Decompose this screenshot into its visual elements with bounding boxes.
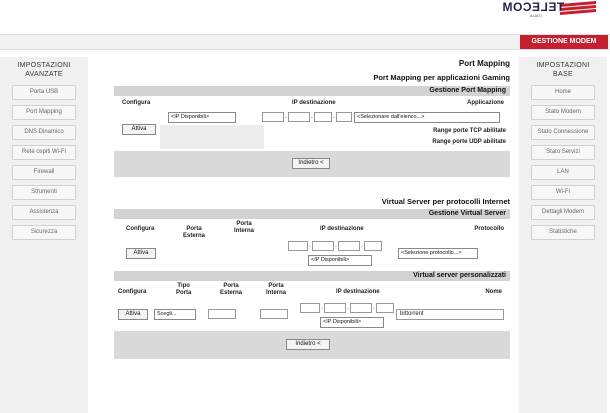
activate-button-virtual-server[interactable]: Attiva <box>126 248 156 259</box>
activate-button-port-mapping[interactable]: Attiva <box>122 124 156 135</box>
custom-ip-octet-4[interactable] <box>376 303 394 313</box>
vs-ip-available-select[interactable]: <IP Disponibili> <box>308 255 372 266</box>
column-header-external-port: Porta Esterna <box>183 226 206 239</box>
back-button-custom[interactable]: Indietro < <box>286 339 330 350</box>
sidebar-item-firewall[interactable]: Firewall <box>12 165 76 180</box>
sidebar-item-statistiche[interactable]: Statistiche <box>531 225 595 240</box>
sidebar-item-stato-servizi[interactable]: Stato Servizi <box>531 145 595 160</box>
column-header-ip-vs: IP destinazione <box>320 226 364 232</box>
sidebar-item-wifi[interactable]: Wi-Fi <box>531 185 595 200</box>
port-range-value-area <box>160 125 264 149</box>
vs-ip-octet-3[interactable] <box>338 241 360 251</box>
sidebar-item-lan[interactable]: LAN <box>531 165 595 180</box>
activate-button-custom[interactable]: Attiva <box>118 309 148 320</box>
application-select[interactable]: <Selezionare dall'elenco...> <box>354 112 500 123</box>
sidebar-item-dns-dinamico[interactable]: DNS Dinamico <box>12 125 76 140</box>
custom-ip-octet-3[interactable] <box>350 303 372 313</box>
sidebar-item-porta-usb[interactable]: Porta USB <box>12 85 76 100</box>
page-subtitle: Port Mapping per applicazioni Gaming <box>373 73 510 82</box>
virtual-server-title: Virtual Server per protocolli Internet <box>381 197 510 206</box>
tab-gestione-modem[interactable]: GESTIONE MODEM <box>520 35 608 49</box>
logo-subtitle: ITALIA <box>530 13 542 18</box>
sidebar-item-port-mapping[interactable]: Port Mapping <box>12 105 76 120</box>
column-header-configure-vs: Configura <box>126 226 155 232</box>
column-header-application: Applicazione <box>466 100 504 106</box>
column-header-internal-port: Porta Interna <box>234 221 255 234</box>
column-header-external-port-custom: Porta Esterna <box>220 283 243 296</box>
vs-ip-octet-4[interactable] <box>364 241 382 251</box>
sidebar-item-assistenza[interactable]: Assistenza <box>12 205 76 220</box>
sidebar-item-sicurezza[interactable]: Sicurezza <box>12 225 76 240</box>
port-mapping-footer <box>114 151 510 177</box>
sidebar-basic <box>519 57 607 413</box>
column-header-protocol: Protocollo <box>474 226 504 232</box>
main-content: Port Mapping Port Mapping per applicazioni Gaming Gestione Port Mapping Applicazione IP destinazione Configura <Selezionare dall'elenco...> . . . <IP Disponibili> Attiva Range porte TCP abilitate Range porte UDP abilitate Indietro < Virtual Server per protocolli Internet Gestione Virtual Server Protocollo IP destinazione Porta Interna Porta Esterna Configura <Selezione protocollo...> . . . <IP Disponibili> Attiva Virtual server personalizzati Nome IP destinazione Porta Interna Porta Esterna Tipo Porta Configura bittorrent . . . <IP Disponibili> Scegli... Attiva Indietro < <box>110 57 510 413</box>
section-bar-custom-server: Virtual server personalizzati <box>114 271 510 281</box>
column-header-name: Nome <box>485 289 502 295</box>
custom-ip-available-select[interactable]: <IP Disponibili> <box>320 317 384 328</box>
custom-external-port-input[interactable] <box>208 309 236 319</box>
logo-text: TELECOM <box>501 0 564 14</box>
sidebar-item-home[interactable]: Home <box>531 85 595 100</box>
vs-ip-octet-2[interactable] <box>312 241 334 251</box>
column-header-port-type: Tipo Porta <box>176 283 192 296</box>
page-title: Port Mapping <box>458 59 510 68</box>
ip-octet-4[interactable] <box>336 112 352 122</box>
section-bar-port-mapping: Gestione Port Mapping <box>114 86 510 96</box>
custom-internal-port-input[interactable] <box>260 309 288 319</box>
ip-octet-3[interactable] <box>314 112 332 122</box>
tcp-range-label: Range porte TCP abilitate <box>433 128 506 134</box>
protocol-select[interactable]: <Selezione protocollo...> <box>398 248 478 259</box>
back-button-port-mapping[interactable]: Indietro < <box>292 158 330 169</box>
column-header-ip-custom: IP destinazione <box>336 289 380 295</box>
port-type-select[interactable]: Scegli... <box>154 309 196 320</box>
custom-name-input[interactable]: bittorrent <box>396 309 504 320</box>
sidebar-item-dettagli-modem[interactable]: Dettagli Modem <box>531 205 595 220</box>
top-nav-bar <box>0 34 610 50</box>
ip-octet-1[interactable] <box>262 112 284 122</box>
sidebar-basic-title: IMPOSTAZIONI BASE <box>536 62 590 78</box>
column-header-ip: IP destinazione <box>292 100 336 106</box>
sidebar-advanced-title: IMPOSTAZIONI AVANZATE <box>17 62 71 78</box>
custom-server-footer <box>114 331 510 359</box>
custom-ip-octet-1[interactable] <box>300 303 320 313</box>
vs-ip-octet-1[interactable] <box>288 241 308 251</box>
sidebar-item-stato-connessione[interactable]: Stato Connessione <box>531 125 595 140</box>
telecom-logo <box>501 0 600 22</box>
sidebar-advanced <box>0 57 88 413</box>
section-bar-virtual-server: Gestione Virtual Server <box>114 209 510 219</box>
ip-octet-2[interactable] <box>288 112 310 122</box>
column-header-configure: Configura <box>122 100 151 106</box>
custom-ip-octet-2[interactable] <box>324 303 346 313</box>
column-header-configure-custom: Configura <box>118 289 147 295</box>
udp-range-label: Range porte UDP abilitate <box>432 139 506 145</box>
column-header-internal-port-custom: Porta Interna <box>266 283 287 296</box>
sidebar-item-stato-modem[interactable]: Stato Modem <box>531 105 595 120</box>
ip-available-select[interactable]: <IP Disponibili> <box>168 112 236 123</box>
sidebar-item-rete-ospiti[interactable]: Rete ospiti Wi-Fi <box>12 145 76 160</box>
sidebar-item-strumenti[interactable]: Strumenti <box>12 185 76 200</box>
